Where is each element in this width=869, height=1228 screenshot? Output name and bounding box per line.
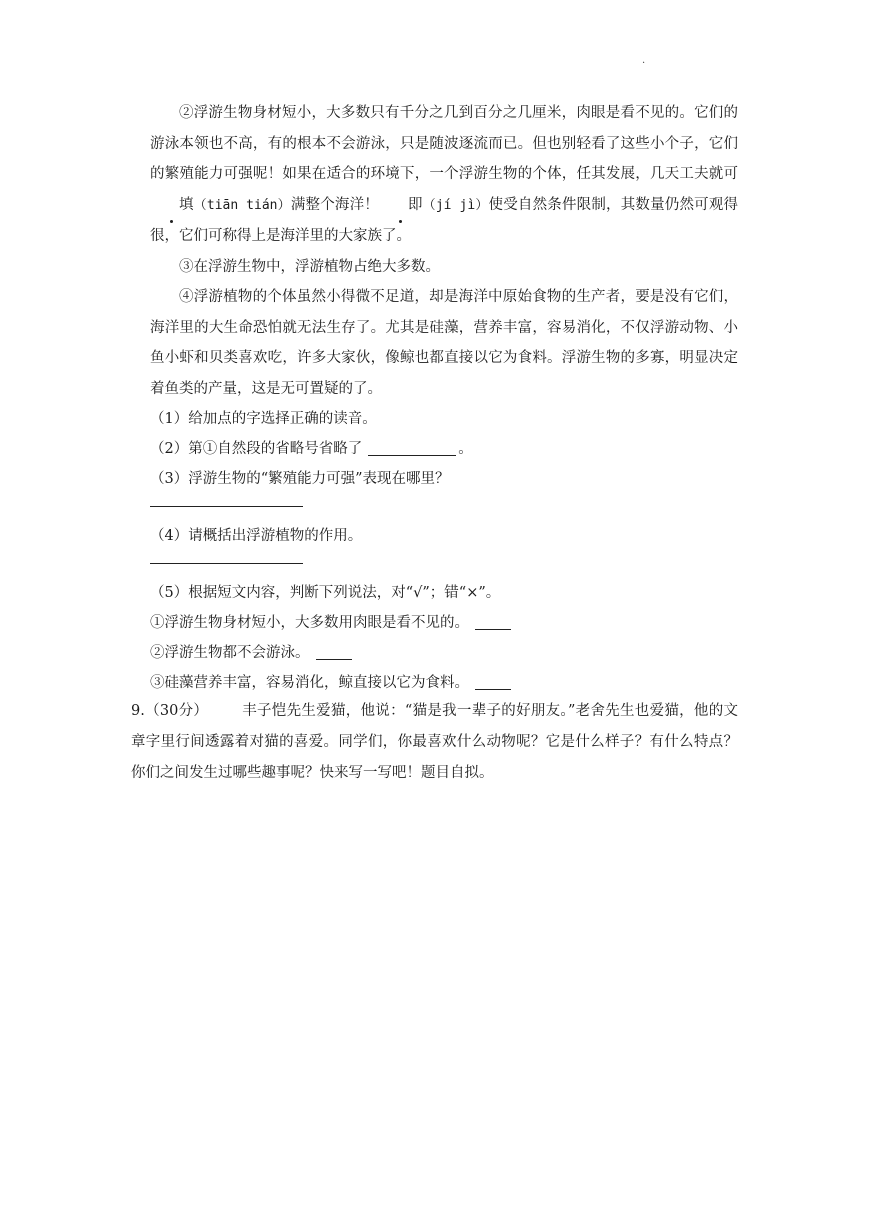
judgement-item-1 [150,608,738,638]
question-9 [131,696,738,789]
dotted-character: 即 [379,190,423,221]
passage-text: 满整个海洋！ [290,196,379,213]
question-4: （4）请概括出浮游植物的作用。 [150,528,363,544]
passage-paragraph-3: ③在浮游生物中，浮游植物占绝大多数。 [179,258,440,275]
passage-paragraph-2 [150,98,738,252]
judgement-text: ①浮游生物身材短小，大多数用肉眼是看不见的。 [150,615,469,631]
passage-paragraph-4: ④浮游植物的个体虽然小得微不足道，却是海洋中原始食物的生产者，要是没有它们，海洋里的大生命恐怕就无法生存了。尤其是硅藻，营养丰富，容易消化，不仅浮游动物、小鱼小虾和贝类喜欢吃，许多大家伙，像鲸也都直接以它为食料。浮游生物的多寡，明显决定着鱼类的产量，这是无可置疑的了。 [150,289,738,397]
question-1: （1）给加点的字选择正确的读音。 [150,411,377,427]
pinyin-options: （jí jì） [422,197,489,213]
answer-blank[interactable] [368,439,456,456]
question-number: 9. [131,703,145,719]
question-5: （5）根据短文内容，判断下列说法，对“√”；错“×”。 [150,585,501,601]
reading-section [150,98,738,698]
passage-text: ②浮游生物身材短小，大多数只有千分之几到百分之几厘米，肉眼是看不见的。它们的游泳本领也不高，有的根本不会游泳，只是随波逐流而已。但也别轻看了这些小个子，它们的繁殖能力可强呢！如果在适合的环境下，一个浮游生物的个体，任其发展，几天工夫就可 [150,105,738,182]
pinyin-options: （tiān tián） [193,197,291,213]
question-text: 。 [458,441,473,457]
header-mark: . [642,55,646,66]
answer-line[interactable] [150,506,303,507]
judgement-item-3 [150,668,738,698]
question-2 [150,434,738,464]
judgement-item-2 [150,638,738,668]
question-3: （3）浮游生物的“繁殖能力可强”表现在哪里？ [150,471,450,487]
answer-blank[interactable] [316,643,352,660]
answer-blank[interactable] [475,673,511,690]
passage-text: 使受自然条件限制，其数量仍然可观得很，它们可称得上是海洋里的大家族了。 [150,196,738,244]
judgement-text: ③硅藻营养丰富，容易消化，鲸直接以它为食料。 [150,675,469,691]
dotted-character: 填 [150,190,194,221]
writing-prompt: 丰子恺先生爱猫，他说：“猫是我一辈子的好朋友。”老舍先生也爱猫，他的文章字里行间透露着对猫的喜爱。同学们，你最喜欢什么动物呢？它是什么样子？有什么特点？你们之间发生过哪些趣事呢？快来写一写吧！题目自拟。 [131,703,739,781]
answer-blank[interactable] [475,613,511,630]
question-text: （2）第①自然段的省略号省略了 [150,441,363,457]
question-score: （30分） [144,703,209,719]
judgement-text: ②浮游生物都不会游泳。 [150,645,310,661]
answer-line[interactable] [150,563,303,564]
